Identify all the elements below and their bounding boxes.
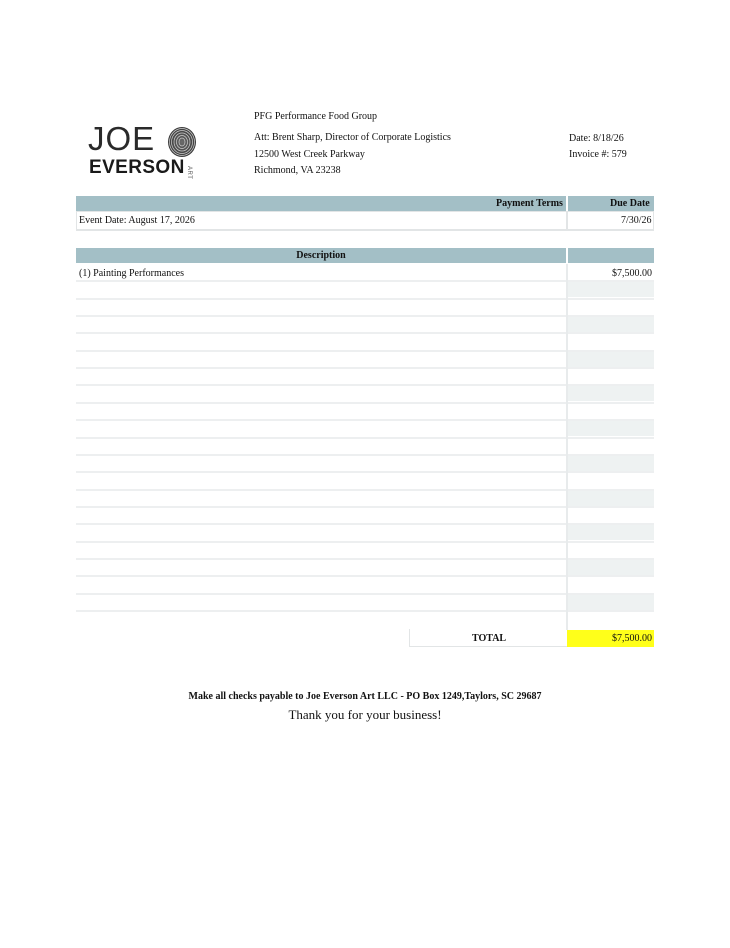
client-city: Richmond, VA 23238 (254, 165, 341, 176)
amount-cell (567, 385, 654, 401)
amount-cell (567, 455, 654, 471)
description-header: Description (296, 250, 346, 261)
terms-row-right-border (653, 211, 654, 230)
amount-cell (567, 351, 654, 367)
client-company: PFG Performance Food Group (254, 111, 378, 122)
items-header-divider (566, 248, 568, 263)
amount-cell (567, 490, 654, 506)
invoice-number: Invoice #: 579 (569, 149, 627, 160)
total-value: $7,500.00 (612, 633, 652, 644)
amount-cell (567, 403, 654, 419)
amount-cell (567, 368, 654, 384)
amount-cell (567, 316, 654, 332)
amount-cell (567, 420, 654, 436)
item-description: (1) Painting Performances (79, 268, 184, 279)
amount-cell (567, 438, 654, 454)
amount-cell (567, 281, 654, 297)
thank-you-note: Thank you for your business! (288, 707, 442, 722)
amount-cell (567, 542, 654, 558)
due-date-header: Due Date (610, 198, 650, 209)
logo-text-art: ART (186, 166, 192, 180)
total-label: TOTAL (472, 633, 507, 644)
terms-row-left-border (76, 211, 77, 230)
amount-cell (567, 507, 654, 523)
due-date-value: 7/30/26 (621, 215, 652, 226)
event-date: Event Date: August 17, 2026 (79, 215, 195, 226)
amount-cell (567, 333, 654, 349)
logo-text-joe: JOE (88, 120, 156, 157)
amount-cell (567, 524, 654, 540)
company-logo (88, 120, 206, 180)
amount-cell (567, 559, 654, 575)
client-attention: Att: Brent Sharp, Director of Corporate Logistics (254, 132, 451, 143)
payable-note: Make all checks payable to Joe Everson Art LLC - PO Box 1249,Taylors, SC 29687 (188, 691, 542, 702)
client-street: 12500 West Creek Parkway (254, 149, 365, 160)
invoice-date: Date: 8/18/26 (569, 133, 624, 144)
items-column-divider (566, 264, 568, 630)
fingerprint-icon (166, 126, 198, 158)
payment-terms-header: Payment Terms (496, 198, 563, 209)
item-amount: $7,500.00 (612, 268, 652, 279)
total-left-border (409, 629, 410, 647)
amount-cell (567, 594, 654, 610)
amount-cell (567, 472, 654, 488)
amount-cell (567, 576, 654, 592)
amount-cell (567, 611, 654, 627)
amount-cell (567, 299, 654, 315)
total-bottom-border (409, 646, 567, 647)
logo-text-everson: EVERSON (89, 157, 185, 178)
header-divider (566, 196, 568, 211)
terms-row-divider (566, 211, 568, 230)
